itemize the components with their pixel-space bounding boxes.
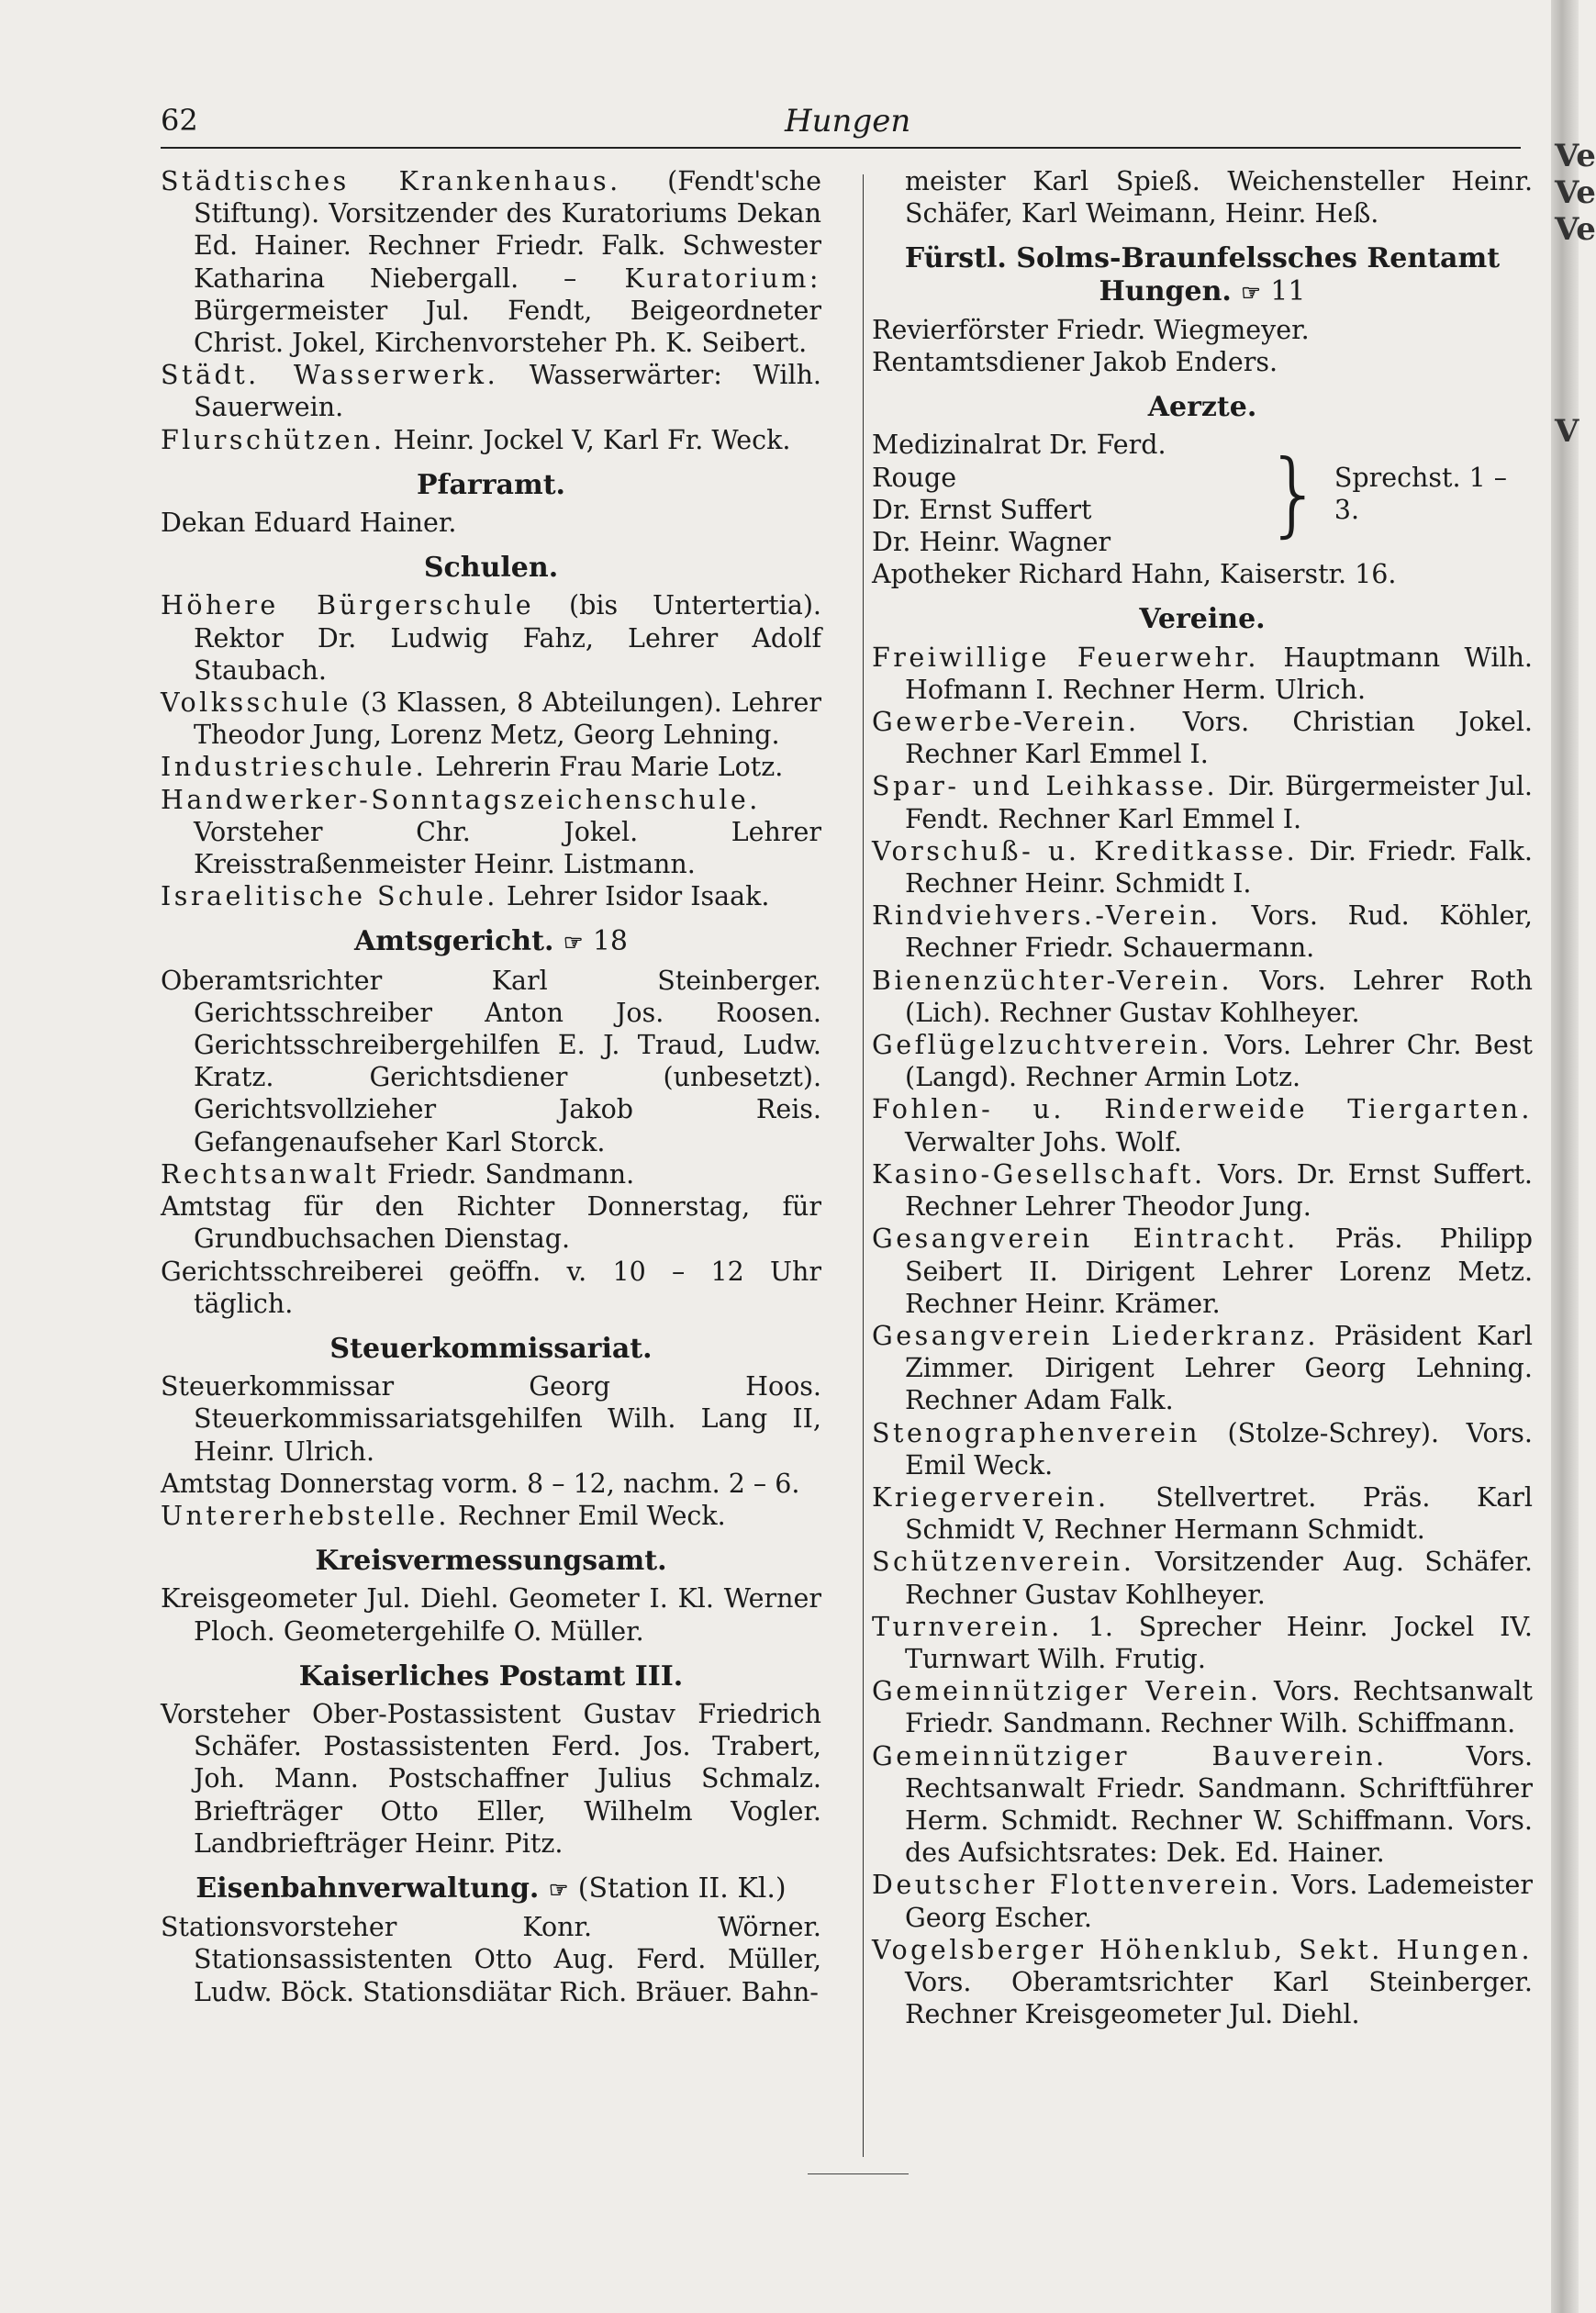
directory-entry [872, 1093, 1533, 1157]
section-title: Eisenbahnverwaltung. [195, 1872, 540, 1905]
directory-entry [161, 880, 821, 912]
entry-text: Rentamtsdiener Jakob Enders. [872, 347, 1278, 378]
edge-letter: Ve [1555, 211, 1596, 248]
entry-name: Freiwillige Feuerwehr. [872, 642, 1259, 673]
directory-entry [161, 1500, 821, 1532]
section-title: Pfarramt. [417, 468, 565, 501]
section-heading [161, 1545, 821, 1577]
entry-text: Vors. Lademeister Georg Escher. [905, 1870, 1534, 1933]
entry-name: Israelitische Schule. [161, 881, 498, 912]
edge-letter: Ve [1555, 138, 1596, 174]
entry-name: Vogelsberger Höhenklub, Sekt. Hungen. [872, 1934, 1533, 1965]
entry-text: Hauptmann Wilh. Hofmann I. Rechner Herm. Ulrich. [905, 642, 1533, 705]
entry-name: Gemeinnütziger Verein. [872, 1676, 1262, 1707]
edge-letter: Ve [1555, 174, 1596, 211]
doctor-name: Medizinalrat Dr. Ferd. Rouge [872, 430, 1166, 493]
entry-text: Vors. Oberamtsrichter Karl Steinberger. Rechner Kreisgeometer Jul. Diehl. [905, 1966, 1533, 2030]
right-column [872, 165, 1533, 2030]
directory-entry [161, 1468, 821, 1500]
entry-text: Apotheker Richard Hahn, Kaiserstr. 16. [872, 559, 1397, 590]
section-heading [872, 603, 1533, 635]
section-heading [161, 1333, 821, 1365]
directory-entry [872, 314, 1533, 346]
entry-name: Schützenverein. [872, 1547, 1135, 1578]
section-heading [161, 925, 821, 958]
entry-text: Amtstag Donnerstag vorm. 8 – 12, nachm. 2 – 6. [161, 1468, 800, 1499]
entry-text: Lehrer Isidor Isaak. [497, 881, 770, 912]
directory-entry [161, 687, 821, 751]
phone-icon: ☞ [548, 1875, 569, 1903]
section-title: Vereine. [1139, 603, 1266, 636]
directory-entry [872, 965, 1533, 1029]
entry-text: Gerichtsschreiberei geöffn. v. 10 – 12 Uhr täglich. [161, 1256, 821, 1319]
directory-entry [161, 1190, 821, 1255]
section-title: Kaiserliches Postamt III. [298, 1659, 684, 1693]
phone-number: 11 [1270, 274, 1306, 307]
directory-entry [872, 1417, 1533, 1481]
entry-name: Städt. Wasserwerk. [161, 360, 499, 391]
column-separator [863, 174, 864, 2157]
section-heading [161, 1872, 821, 1905]
section-title: Schulen. [423, 552, 559, 585]
directory-entry [872, 1675, 1533, 1739]
entry-text: Vors. Christian Jokel. Rechner Karl Emmel I. [905, 707, 1533, 770]
directory-entry [161, 589, 821, 687]
directory-entry [872, 1029, 1533, 1093]
entry-text: Wasserwärter: Wilh. Sauerwein. [194, 360, 821, 423]
entry-text: Vorsteher Chr. Jokel. Lehrer Kreisstraßenmeister Heinr. Listmann. [194, 816, 821, 880]
directory-entry [872, 1934, 1533, 2031]
entry-name: Untererhebstelle. [161, 1500, 450, 1531]
section-title: Aerzte. [1147, 391, 1257, 424]
directory-entry [872, 346, 1533, 378]
entry-text: Dekan Eduard Hainer. [161, 508, 457, 539]
section-title: Kreisvermessungsamt. [315, 1545, 667, 1578]
directory-entry [161, 1158, 821, 1190]
directory-entry [161, 751, 821, 783]
entry-subname: Kuratorium: [576, 263, 821, 294]
entry-name: Geflügelzuchtverein. [872, 1030, 1213, 1061]
directory-entry [872, 835, 1533, 900]
directory-entry [872, 1611, 1533, 1675]
entry-text: (bis Untertertia). Rektor Dr. Ludwig Fahz, Lehrer Adolf Staubach. [194, 590, 821, 686]
entry-name: Gemeinnütziger Bauverein. [872, 1740, 1388, 1771]
entry-name: Fohlen- u. Rinderweide Tiergarten. [872, 1094, 1533, 1125]
doctor-names [872, 429, 1244, 558]
entry-text: Vors. Lehrer Chr. Best (Langd). Rechner Armin Lotz. [905, 1030, 1533, 1093]
entry-text: Steuerkommissar Georg Hoos. Steuerkommissariatsgehilfen Wilh. Lang II, Heinr. Ulrich. [161, 1371, 821, 1467]
continued-entry [872, 165, 1533, 229]
section-heading [161, 1660, 821, 1693]
phone-icon: ☞ [563, 929, 584, 956]
entry-text: Heinr. Jockel V, Karl Fr. Weck. [385, 424, 791, 455]
entry-text: Rechner Emil Weck. [449, 1500, 726, 1531]
directory-entry [872, 1740, 1533, 1870]
doctor-name: Dr. Ernst Suffert [872, 494, 1092, 525]
entry-text: Amtstag für den Richter Donnerstag, für Grundbuchsachen Dienstag. [161, 1191, 821, 1255]
directory-entry [872, 706, 1533, 770]
section-heading [161, 552, 821, 584]
entry-text: Vorsitzender Aug. Schäfer. Rechner Gustav Kohlheyer. [905, 1547, 1533, 1610]
directory-entry [872, 1481, 1533, 1546]
entry-text: meister Karl Spieß. Weichensteller Heinr. Schäfer, Karl Weimann, Heinr. Heß. [905, 166, 1533, 229]
directory-entry [161, 1256, 821, 1320]
entry-text: Bürgermeister Jul. Fendt, Beigeordneter Christ. Jokel, Kirchenvorsteher Ph. K. Seibert. [194, 295, 821, 359]
left-column [161, 165, 821, 2008]
adjacent-page-letters [1551, 0, 1596, 2313]
section-heading [161, 469, 821, 501]
entry-text: (3 Klassen, 8 Abteilungen). Lehrer Theodor Jung, Lorenz Metz, Georg Lehning. [194, 687, 821, 751]
entry-text: Vors. Lehrer Roth (Lich). Rechner Gustav Kohlheyer. [905, 965, 1533, 1028]
entry-name: Gesangverein Liederkranz. [872, 1320, 1319, 1351]
entry-text: Vors. Dr. Ernst Suffert. Rechner Lehrer Theodor Jung. [905, 1158, 1533, 1223]
header-rule [161, 147, 1521, 149]
directory-entry [872, 642, 1533, 706]
directory-entry [161, 507, 821, 539]
entry-name: Deutscher Flottenverein. [872, 1870, 1283, 1901]
directory-entry [872, 558, 1533, 590]
directory-entry [161, 965, 821, 1158]
section-title: Steuerkommissariat. [329, 1332, 653, 1365]
entry-text: 1. Sprecher Heinr. Jockel IV. Turnwart Wilh. Frutig. [905, 1611, 1533, 1674]
entry-text: Vors. Rechtsanwalt Friedr. Sandmann. Rechner Wilh. Schiffmann. [905, 1676, 1533, 1739]
brace-icon: } [1265, 439, 1323, 547]
entry-name: Spar- und Leihkasse. [872, 771, 1219, 802]
entry-text: Vorsteher Ober-Postassistent Gustav Friedrich Schäfer. Postassistenten Ferd. Jos. Trabert, Joh. Mann. Postschaffner Julius Schmalz. Briefträger Otto Eller, Wilhelm Vogler. Landbriefträger Heinr. Pitz. [161, 1698, 821, 1859]
entry-text: Vors. Rud. Köhler, Rechner Friedr. Schauermann. [905, 900, 1533, 964]
directory-entry [872, 1869, 1533, 1933]
entry-name: Städtisches Krankenhaus. [161, 166, 621, 196]
directory-entry [872, 770, 1533, 834]
directory-entry [161, 165, 821, 359]
directory-entry [872, 1158, 1533, 1223]
footer-rule [808, 2173, 909, 2174]
section-title: Amtsgericht. [353, 925, 554, 958]
consulting-hours: Sprechst. 1 – 3. [1334, 462, 1508, 525]
directory-entry [161, 359, 821, 423]
entry-text: Stationsvorsteher Konr. Wörner. Stationsassistenten Otto Aug. Ferd. Müller, Ludw. Böck. Stationsdiätar Rich. Bräuer. Bahn- [161, 1912, 821, 2007]
phone-number: 18 [592, 925, 629, 958]
section-title: Fürstl. Solms-Braunfelssches Rentamt Hungen. [904, 242, 1501, 307]
directory-entry [161, 424, 821, 456]
entry-name: Höhere Bürgerschule [161, 590, 535, 621]
entry-name: Handwerker-Sonntagszeichenschule. [161, 784, 761, 815]
entry-text: Friedr. Sandmann. [379, 1158, 635, 1190]
entry-text: Dir. Bürgermeister Jul. Fendt. Rechner Karl Emmel I. [905, 771, 1533, 834]
entry-text: (Stolze-Schrey). Vors. Emil Weck. [905, 1417, 1533, 1481]
entry-name: Gesangverein Eintracht. [872, 1224, 1299, 1255]
phone-icon: ☞ [1241, 278, 1261, 306]
section-heading [872, 242, 1533, 307]
entry-name: Gewerbe-Verein. [872, 707, 1140, 738]
entry-name: Volksschule [161, 687, 352, 719]
entry-text: Präsident Karl Zimmer. Dirigent Lehrer Georg Lehning. Rechner Adam Falk. [905, 1320, 1533, 1416]
phone-number: (Station II. Kl.) [577, 1872, 787, 1905]
entry-name: Kriegerverein. [872, 1481, 1110, 1513]
entry-text: Kreisgeometer Jul. Diehl. Geometer I. Kl. Werner Ploch. Geometergehilfe O. Müller. [161, 1583, 821, 1647]
doctors-list [872, 429, 1533, 558]
entry-text: Verwalter Johs. Wolf. [905, 1126, 1182, 1157]
directory-entry [161, 1911, 821, 2008]
edge-letter: V [1555, 413, 1579, 450]
page-number: 62 [161, 103, 198, 138]
entry-text: Präs. Philipp Seibert II. Dirigent Lehrer Lorenz Metz. Rechner Heinr. Krämer. [905, 1224, 1533, 1319]
page-title: Hungen [785, 103, 911, 140]
entry-text: Dir. Friedr. Falk. Rechner Heinr. Schmidt I. [905, 835, 1533, 900]
entry-name: Bienenzüchter-Verein. [872, 965, 1233, 996]
entry-name: Rindviehvers.-Verein. [872, 900, 1222, 932]
entry-name: Flurschützen. [161, 424, 385, 455]
entry-name: Kasino-Gesellschaft. [872, 1158, 1206, 1190]
directory-entry [161, 1698, 821, 1860]
directory-entry [872, 900, 1533, 964]
entry-text: Lehrerin Frau Marie Lotz. [427, 752, 784, 783]
running-header [161, 103, 1519, 149]
entry-name: Stenographenverein [872, 1417, 1200, 1448]
directory-entry [872, 1546, 1533, 1610]
section-heading [872, 391, 1533, 423]
directory-entry [872, 1223, 1533, 1320]
entry-text: Oberamtsrichter Karl Steinberger. Gerichtsschreiber Anton Jos. Roosen. Gerichtsschreibergehilfen E. J. Traud, Ludw. Kratz. Gerichtsdiener (unbesetzt). Gerichtsvollzieher Jakob Reis. Gefangenaufseher Karl Storck. [161, 965, 821, 1157]
directory-entry [161, 784, 821, 881]
entry-name: Turnverein. [872, 1611, 1063, 1642]
directory-entry [161, 1370, 821, 1468]
entry-name: Industrieschule. [161, 752, 428, 783]
entry-text: Stellvertret. Präs. Karl Schmidt V, Rechner Hermann Schmidt. [905, 1481, 1533, 1546]
entry-text: (Fendt'sche Stiftung). Vorsitzender des Kuratoriums Dekan Ed. Hainer. Rechner Friedr. Falk. Schwester Katharina Niebergall. – [194, 166, 821, 294]
entry-name: Vorschuß- u. Kreditkasse. [872, 835, 1299, 866]
directory-entry [161, 1582, 821, 1647]
entry-text: Revierförster Friedr. Wiegmeyer. [872, 314, 1310, 345]
directory-entry [872, 1320, 1533, 1417]
entry-text: Vors. Rechtsanwalt Friedr. Sandmann. Schriftführer Herm. Schmidt. Rechner W. Schiffmann. Vors. des Aufsichtsrates: Dek. Ed. Hainer. [905, 1740, 1533, 1869]
entry-name: Rechtsanwalt [161, 1158, 380, 1190]
doctor-name: Dr. Heinr. Wagner [872, 527, 1111, 558]
